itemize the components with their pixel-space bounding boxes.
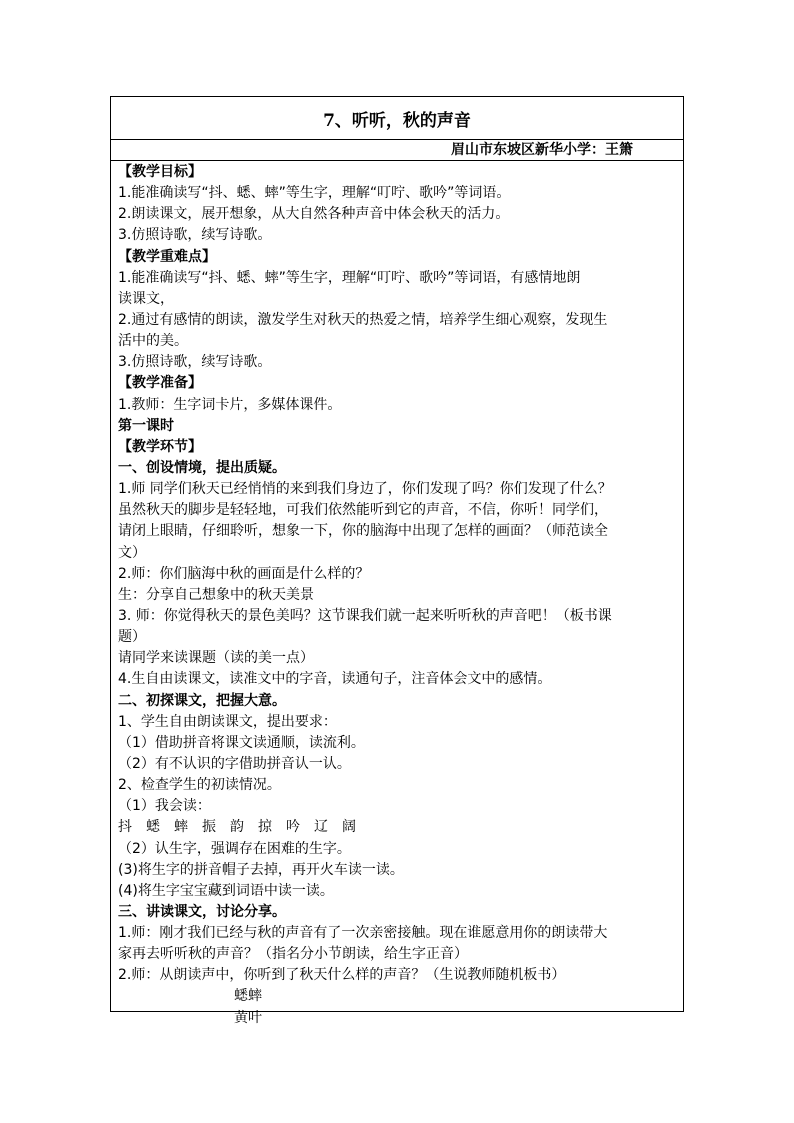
text-line: 文） <box>118 544 146 561</box>
author-line: 眉山市东坡区新华小学：王箫 <box>111 140 683 161</box>
text-line: （2）认生字，强调存在困难的生字。 <box>118 840 351 857</box>
text-line: 2.师：你们脑海中秋的画面是什么样的？ <box>118 565 370 582</box>
text-line: 抖 蟋 蟀 振 韵 掠 吟 辽 阔 <box>118 819 356 836</box>
text-line: 读课文， <box>118 290 174 307</box>
text-line: （1）借助拼音将课文读通顺，读流利。 <box>118 734 365 751</box>
lesson-plan-table <box>110 96 684 1026</box>
text-line: 请闭上眼睛，仔细聆听，想象一下，你的脑海中出现了怎样的画面？（师范读全 <box>118 523 608 540</box>
text-line: （2）有不认识的字借助拼音认一认。 <box>118 755 351 772</box>
text-line: 【教学环节】 <box>118 438 202 455</box>
text-line: 请同学来读课题（读的美一点） <box>118 650 314 667</box>
text-line: 1.能准确读写“抖、蟋、蟀”等生字，理解“叮咛、歌吟”等词语。 <box>118 185 511 202</box>
text-line: 2、检查学生的初读情况。 <box>118 777 281 794</box>
text-line: 3.仿照诗歌，续写诗歌。 <box>118 227 272 244</box>
text-line: 第一课时 <box>118 417 174 434</box>
text-line: (4)将生字宝宝藏到词语中读一读。 <box>118 882 334 899</box>
text-line: 2.朗读课文，展开想象，从大自然各种声音中体会秋天的活力。 <box>118 206 510 223</box>
board-word: 黄叶 <box>234 1009 262 1026</box>
text-line: （1）我会读： <box>118 798 211 815</box>
text-line: 2.通过有感情的朗读，激发学生对秋天的热爱之情，培养学生细心观察，发现生 <box>118 311 608 328</box>
text-line: 4.生自由读课文，读准文中的字音，读通句子，注音体会文中的感情。 <box>118 671 552 688</box>
text-line: 一、创设情境，提出质疑。 <box>118 459 286 476</box>
text-line: 1.能准确读写“抖、蟋、蟀”等生字，理解“叮咛、歌吟”等词语，有感情地朗 <box>118 269 581 286</box>
lesson-content <box>111 161 683 1029</box>
text-line: 虽然秋天的脚步是轻轻地，可我们依然能听到它的声音，不信，你听！同学们， <box>118 502 608 519</box>
text-line: 1.教师：生字词卡片，多媒体课件。 <box>118 396 342 413</box>
text-line: 题） <box>118 629 146 646</box>
text-line: (3)将生字的拼音帽子去掉，再开火车读一读。 <box>118 861 404 878</box>
text-line: 家再去听听秋的声音？（指名分小节朗读，给生字正音） <box>118 946 468 963</box>
text-line: 【教学重难点】 <box>118 248 216 265</box>
text-line: 【教学目标】 <box>118 164 202 180</box>
text-line: 活中的美。 <box>118 333 188 350</box>
text-line: 1.师：刚才我们已经与秋的声音有了一次亲密接触。现在谁愿意用你的朗读带大 <box>118 925 608 942</box>
text-line: 生：分享自己想象中的秋天美景 <box>118 586 314 603</box>
text-line: 三、讲读课文，讨论分享。 <box>118 903 286 920</box>
text-line: 3. 师：你觉得秋天的景色美吗？这节课我们就一起来听听秋的声音吧！（板书课 <box>118 607 612 624</box>
text-line: 1.师 同学们秋天已经悄悄的来到我们身边了，你们发现了吗？你们发现了什么？ <box>118 481 612 498</box>
lesson-title: 7、听听，秋的声音 <box>111 97 683 140</box>
text-line: 3.仿照诗歌，续写诗歌。 <box>118 354 272 371</box>
text-line: 二、初探课文，把握大意。 <box>118 692 286 709</box>
text-line: 1、学生自由朗读课文，提出要求： <box>118 713 337 730</box>
board-word: 蟋蟀 <box>234 988 262 1005</box>
text-line: 【教学准备】 <box>118 375 202 392</box>
text-line: 2.师：从朗读声中，你听到了秋天什么样的声音？（生说教师随机板书） <box>118 967 566 984</box>
